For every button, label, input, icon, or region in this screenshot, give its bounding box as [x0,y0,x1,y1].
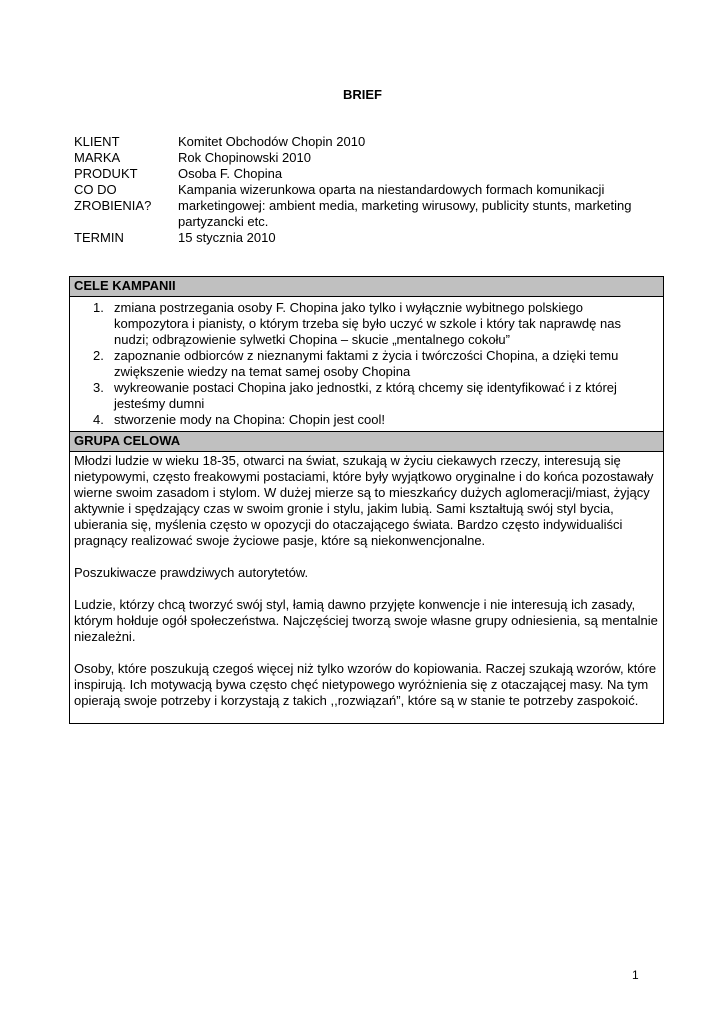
list-text: zapoznanie odbiorców z nieznanymi faktami z życia i twórczości Chopina, a dzięki temu zwiększenie wiedzy na temat samej osoby Chopina [114,348,619,379]
list-text: wykreowanie postaci Chopina jako jednostki, z którą chcemy się identyfikować i z której jesteśmy dumni [114,380,617,411]
list-item [93,412,655,428]
brief-table [69,276,664,724]
meta-value: 15 stycznia 2010 [178,230,276,245]
page-title: BRIEF [343,87,382,102]
goals-header: CELE KAMPANII [70,277,663,297]
page-number: 1 [632,968,639,982]
list-text: zmiana postrzegania osoby F. Chopina jako tylko i wyłącznie wybitnego polskiego kompozytora i pianisty, o którym trzeba się było uczyć w szkole i który tak naprawdę nas nudzi; odbrązowienie sylwetki Chopina – skucie „mentalnego cokołu” [114,300,621,347]
audience-body [70,452,663,723]
audience-paragraph: Osoby, które poszukują czegoś więcej niż tylko wzorów do kopiowania. Raczej szukają wzorów, które inspirują. Ich motywacją bywa często chęć nietypowego wyróżnienia się z otaczającej masy. Na tym opierają swoje potrzeby i korzystają z takich ,,rozwiązań”, które są w stanie te potrzeby zaspokoić. [74,661,657,708]
meta-row-todo [74,182,664,230]
list-number: 2. [93,348,104,363]
meta-label: CO DO ZROBIENIA? [74,182,152,213]
audience-paragraph: Młodzi ludzie w wieku 18-35, otwarci na świat, szukają w życiu ciekawych rzeczy, interesują się nietypowymi, często freakowymi postaciami, które były wyjątkowo oryginalne i do końca pozostawały wierne swoim zasadom i stylom. W dużej mierze są to mieszkańcy dużych aglomeracji/miast, żyjący aktywnie i spędzający czas w swoim gronie i stylu, jakim lubią. Sami kształtują swój styl bycia, ubierania się, myślenia często w opozycji do otaczającego świata. Bardzo często indywidualiści pragnący realizować swoje życiowe pasje, które są niekonwencjonalne. [74,453,654,548]
list-number: 4. [93,412,104,427]
goals-list [70,297,663,431]
list-item [93,380,655,412]
meta-label: MARKA [74,150,121,165]
list-text: stworzenie mody na Chopina: Chopin jest cool! [114,412,385,427]
audience-paragraph: Ludzie, którzy chcą tworzyć swój styl, łamią dawno przyjęte konwencje i nie interesują ich zasady, którym hołduje ogół społeczeństwa. Najczęściej tworzą swoje własne grupy odniesienia, są mentalnie niezależni. [74,597,658,644]
list-number: 3. [93,380,104,395]
list-number: 1. [93,300,104,315]
meta-row-product [74,166,664,182]
meta-value: Kampania wizerunkowa oparta na niestandardowych formach komunikacji marketingowej: ambient media, marketing wirusowy, publicity stunts, marketing partyzancki etc. [178,182,632,229]
list-item [93,300,655,348]
meta-value: Osoba F. Chopina [178,166,283,181]
audience-paragraph: Poszukiwacze prawdziwych autorytetów. [74,565,309,580]
meta-value: Rok Chopinowski 2010 [178,150,311,165]
audience-header: GRUPA CELOWA [70,431,663,452]
meta-row-brand [74,150,664,166]
meta-label: PRODUKT [74,166,138,181]
meta-row-deadline [74,230,664,246]
meta-label: TERMIN [74,230,124,245]
meta-label: KLIENT [74,134,120,149]
meta-row-client [74,134,664,150]
list-item [93,348,655,380]
meta-value: Komitet Obchodów Chopin 2010 [178,134,366,149]
brief-meta [74,134,664,246]
